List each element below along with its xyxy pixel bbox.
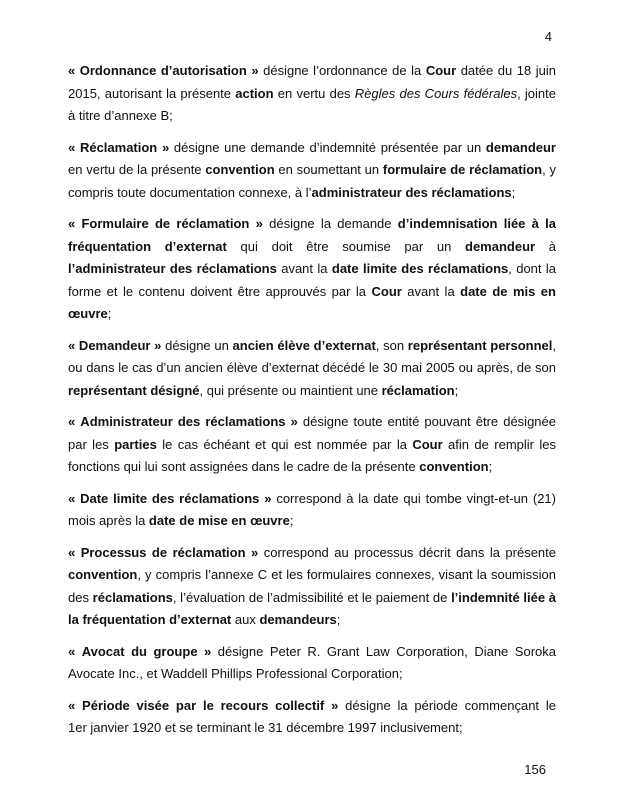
text-run: , l’évaluation de l’admissibilité et le paiement de <box>172 589 452 605</box>
paragraph <box>68 695 556 740</box>
text-run: demandeur <box>485 139 556 155</box>
text-run: qui doit être soumise par un <box>226 238 466 254</box>
text-run: représentant désigné <box>68 382 200 398</box>
text-run: , ou dans le cas d’un ancien élève d’externat décédé le 30 mai 2005 ou après, de son <box>68 337 557 375</box>
text-run: , y compris l’annexe C et les formulaires connexes, visant la soumission des <box>68 567 556 605</box>
text-run: , son <box>375 337 408 353</box>
text-run: Cour <box>412 436 443 452</box>
text-run: ; <box>488 459 493 474</box>
text-run: date de mise en œuvre <box>148 513 290 528</box>
text-run: , qui présente ou maintient une <box>199 382 382 398</box>
text-run: convention <box>205 162 275 177</box>
text-run: Cour <box>371 283 402 299</box>
text-run: « Administrateur des réclamations » <box>68 414 298 429</box>
paragraph <box>68 60 556 128</box>
text-run: « Date limite des réclamations » <box>68 490 272 506</box>
document-body <box>68 60 556 749</box>
text-run: « Formulaire de réclamation » <box>68 216 263 231</box>
text-run: désigne Peter R. Grant Law Corporation, Diane Soroka Avocate Inc., et Waddell Phillips Professional Corporation; <box>68 643 556 681</box>
text-run: « Avocat du groupe » <box>68 643 212 659</box>
text-run: administrateur des réclamations <box>311 184 512 200</box>
text-run: réclamations <box>92 589 173 605</box>
text-run: désigne une demande d’indemnité présentée par un <box>169 139 486 155</box>
text-run: à <box>535 238 557 254</box>
text-run: l’administrateur des réclamations <box>68 261 277 276</box>
text-run: réclamation <box>381 382 455 398</box>
text-run: désigne l’ordonnance de la <box>258 63 426 78</box>
text-run: l’indemnité liée à la fréquentation d’externat <box>68 589 556 627</box>
text-run: , dont la forme et le contenu doivent être approuvés par la <box>68 261 557 299</box>
text-run: « Demandeur » <box>68 337 162 353</box>
text-run: , jointe à titre d’annexe B; <box>68 85 556 123</box>
text-run: ; <box>289 513 294 528</box>
text-run: désigne toute entité pouvant être désignée par les <box>68 414 556 452</box>
paragraph <box>68 488 556 533</box>
paragraph <box>68 542 556 632</box>
paragraph <box>68 137 556 205</box>
text-run: désigne un <box>161 337 233 353</box>
text-run: ancien élève d’externat <box>232 337 376 353</box>
text-run: en vertu des <box>273 85 355 101</box>
text-run: ; <box>511 184 516 200</box>
text-run: parties <box>114 436 157 452</box>
paragraph <box>68 641 556 686</box>
text-run: aux <box>231 612 260 627</box>
text-run: « Réclamation » <box>68 139 170 155</box>
text-run: Cour <box>425 63 457 78</box>
paragraph <box>68 335 556 403</box>
text-run: avant la <box>401 283 461 299</box>
text-run: désigne la période commençant le 1er janvier 1920 et se terminant le 31 décembre 1997 inclusivement; <box>68 697 556 735</box>
text-run: désigne la demande <box>262 216 398 231</box>
text-run: datée du 18 juin 2015, autorisant la présente <box>68 63 556 101</box>
paragraph <box>68 213 556 326</box>
text-run: date de mis en œuvre <box>68 283 556 321</box>
text-run: correspond au processus décrit dans la présente <box>258 544 557 560</box>
text-run: action <box>235 85 274 101</box>
text-run: d’indemnisation liée à la fréquentation d’externat <box>68 216 557 254</box>
text-run: avant la <box>276 261 332 276</box>
page-number-top: 4 <box>544 29 552 44</box>
text-run: « Ordonnance d’autorisation » <box>68 63 259 78</box>
paragraph <box>68 411 556 479</box>
text-run: « Processus de réclamation » <box>68 544 259 560</box>
text-run: Règles des Cours fédérales <box>354 85 518 101</box>
text-run: demandeurs <box>259 612 337 627</box>
text-run: , y compris toute documentation connexe, à l’ <box>68 162 556 200</box>
text-run: formulaire de réclamation <box>382 162 543 177</box>
text-run: convention <box>68 567 138 582</box>
text-run: ; <box>336 612 341 627</box>
text-run: représentant personnel <box>407 337 553 353</box>
text-run: ; <box>454 382 459 398</box>
text-run: correspond à la date qui tombe vingt-et-un (21) mois après la <box>68 490 556 528</box>
text-run: afin de remplir les fonctions qui lui sont assignées dans le cadre de la présente <box>68 436 556 474</box>
text-run: convention <box>419 459 489 474</box>
text-run: en vertu de la présente <box>68 162 206 177</box>
text-run: « Période visée par le recours collectif » <box>68 697 339 713</box>
page-number-bottom: 156 <box>524 762 546 777</box>
text-run: le cas échéant et qui est nommée par la <box>156 436 413 452</box>
text-run: en soumettant un <box>274 162 383 177</box>
text-run: ; <box>107 306 112 321</box>
text-run: demandeur <box>465 238 536 254</box>
text-run: date limite des réclamations <box>331 261 509 276</box>
